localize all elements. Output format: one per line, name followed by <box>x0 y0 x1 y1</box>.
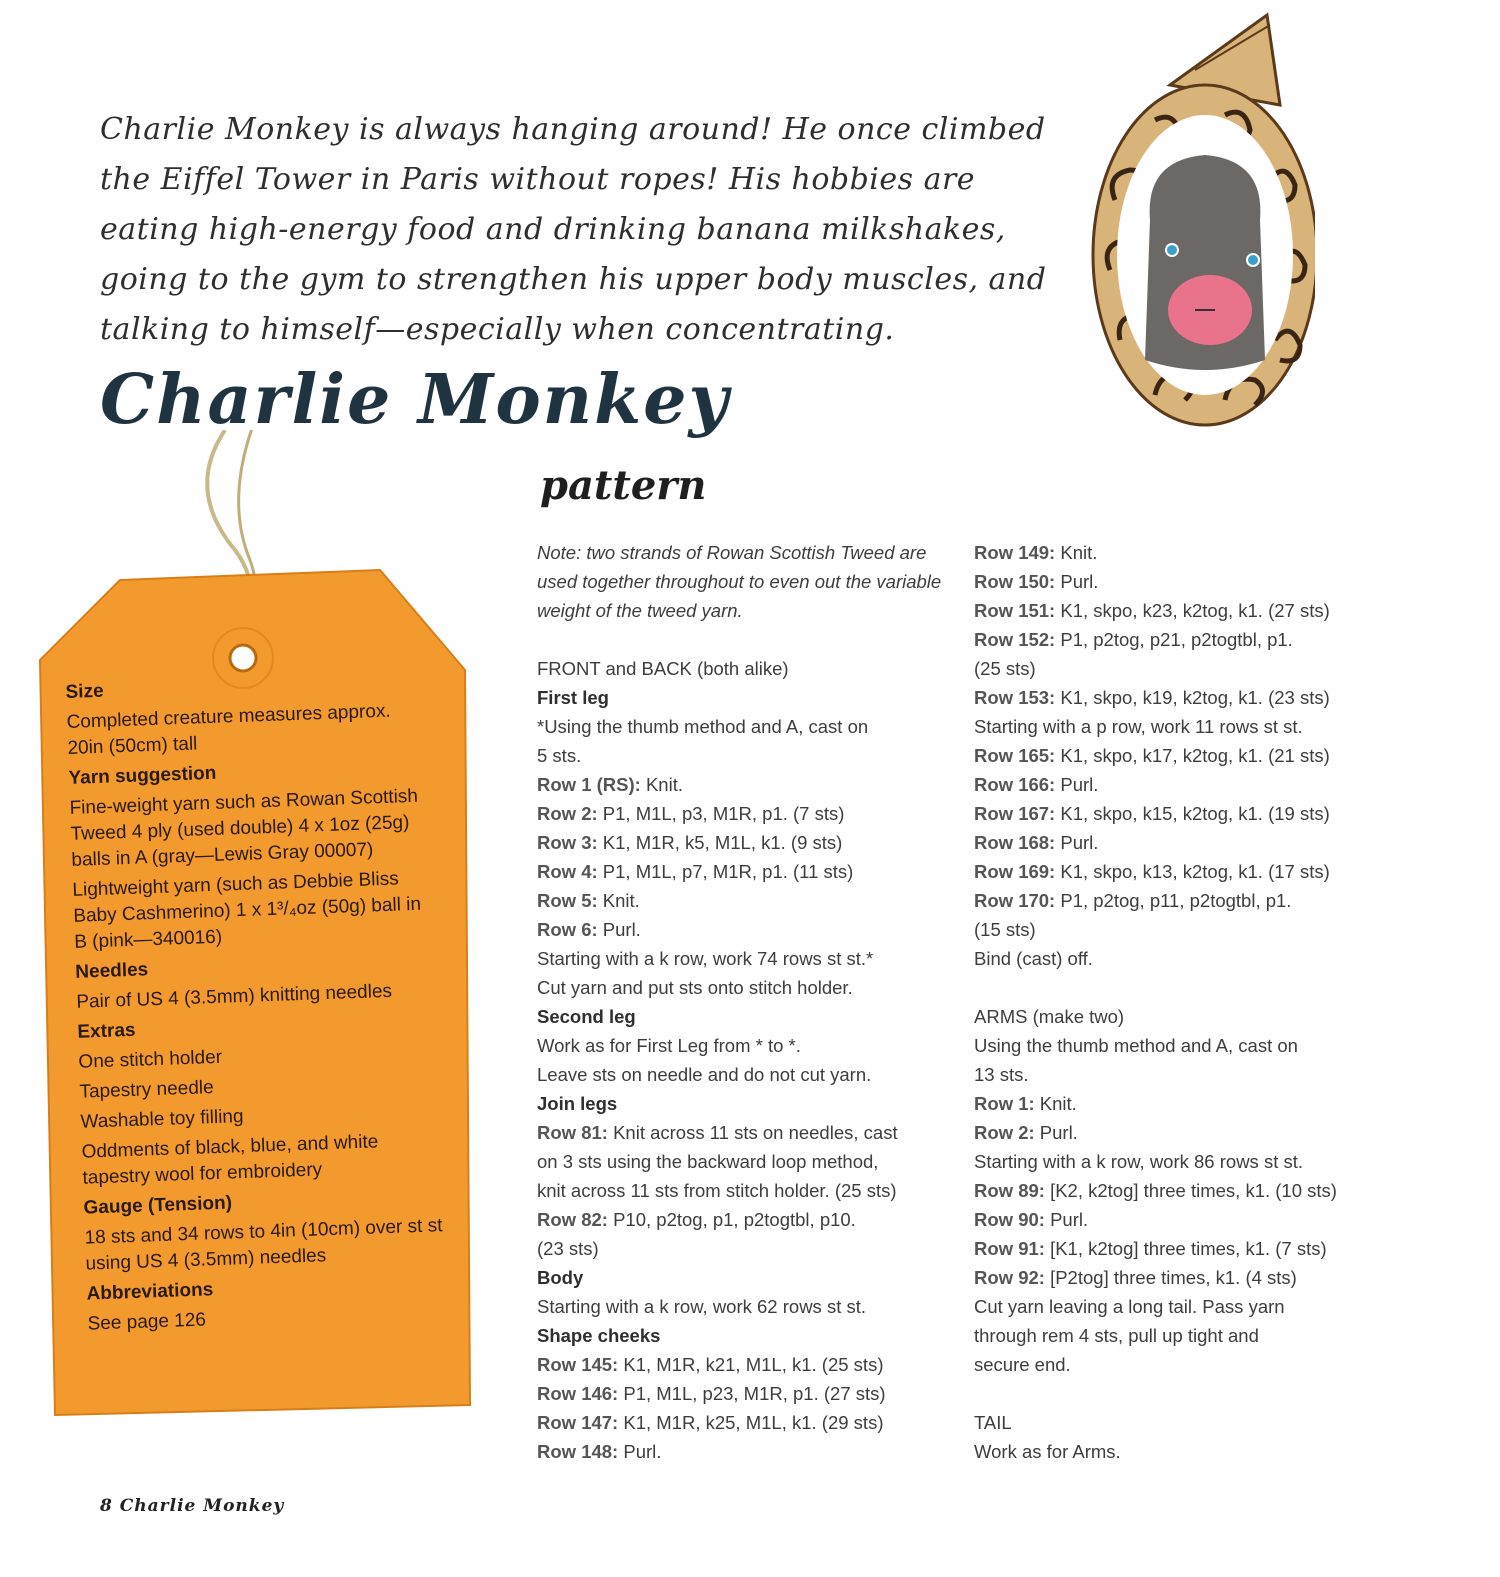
row-text: Knit across 11 sts on needles, cast <box>607 1122 898 1143</box>
pattern-row <box>974 683 1394 712</box>
row-label: Row 91: <box>974 1238 1045 1259</box>
tag-hole <box>230 645 256 671</box>
row-label: Row 1: <box>974 1093 1035 1114</box>
size-heading: Size <box>65 680 104 703</box>
row-text: K1, skpo, k17, k2tog, k1. (21 sts) <box>1055 745 1330 766</box>
text-line: Cut yarn and put sts onto stitch holder. <box>537 977 853 998</box>
text-line: Starting with a k row, work 86 rows st st. <box>974 1151 1303 1172</box>
page-subtitle: pattern <box>540 462 707 509</box>
row-text: P10, p2tog, p1, p2togtbl, p10. <box>607 1209 856 1230</box>
gauge-text: 18 sts and 34 rows to 4in (10cm) over st st using US 4 (3.5mm) needles <box>84 1215 443 1275</box>
row-text: K1, skpo, k23, k2tog, k1. (27 sts) <box>1055 600 1330 621</box>
row-label: Row 147: <box>537 1412 619 1433</box>
heading-first-leg: First leg <box>537 687 609 708</box>
row-label: Row 146: <box>537 1383 619 1404</box>
yarn-text-2: Lightweight yarn (such as Debbie Bliss Baby Cashmerino) 1 x 1³/₄oz (50g) ball in B (pink—340016) <box>72 868 422 953</box>
text-line: (23 sts) <box>537 1238 599 1259</box>
text-line: Bind (cast) off. <box>974 948 1093 969</box>
heading-shape-cheeks: Shape cheeks <box>537 1325 661 1346</box>
pattern-row <box>537 828 957 857</box>
row-label: Row 167: <box>974 803 1056 824</box>
text-line: 13 sts. <box>974 1064 1029 1085</box>
heading-second-leg: Second leg <box>537 1006 636 1027</box>
row-label: Row 2: <box>537 803 598 824</box>
pattern-column-1 <box>537 538 957 1466</box>
pattern-row <box>974 770 1394 799</box>
row-label: Row 81: <box>537 1122 608 1143</box>
pattern-row <box>974 1089 1394 1118</box>
row-text: Knit. <box>640 774 683 795</box>
extras-item: Tapestry needle <box>79 1077 214 1103</box>
text-line: Starting with a p row, work 11 rows st st. <box>974 716 1303 737</box>
row-text: K1, skpo, k13, k2tog, k1. (17 sts) <box>1055 861 1330 882</box>
pattern-row <box>974 596 1394 625</box>
row-text: Purl. <box>1055 571 1099 592</box>
text-line: secure end. <box>974 1354 1071 1375</box>
yarn-heading: Yarn suggestion <box>68 762 217 789</box>
pattern-row <box>974 567 1394 596</box>
row-label: Row 3: <box>537 832 598 853</box>
extras-heading: Extras <box>77 1019 136 1043</box>
row-label: Row 82: <box>537 1209 608 1230</box>
row-text: Knit. <box>597 890 640 911</box>
heading-join-legs: Join legs <box>537 1093 618 1114</box>
row-label: Row 2: <box>974 1122 1035 1143</box>
text-line: Work as for Arms. <box>974 1441 1121 1462</box>
text-line: through rem 4 sts, pull up tight and <box>974 1325 1259 1346</box>
pattern-column-2 <box>974 538 1394 1466</box>
text-line: *Using the thumb method and A, cast on <box>537 716 869 737</box>
text-line: on 3 sts using the backward loop method, <box>537 1151 879 1172</box>
row-label: Row 168: <box>974 832 1056 853</box>
yarn-text-1: Fine-weight yarn such as Rowan Scottish Tweed 4 ply (used double) 4 x 1oz (25g) balls in A (gray—Lewis Gray 00007) <box>69 785 419 871</box>
needles-text: Pair of US 4 (3.5mm) knitting needles <box>76 980 393 1013</box>
pattern-row <box>974 1118 1394 1147</box>
pattern-row <box>974 828 1394 857</box>
row-label: Row 145: <box>537 1354 619 1375</box>
row-text: Knit. <box>1034 1093 1077 1114</box>
row-text: P1, M1L, p7, M1R, p1. (11 sts) <box>597 861 854 882</box>
text-line: 5 sts. <box>537 745 582 766</box>
pattern-row <box>537 1408 957 1437</box>
row-label: Row 150: <box>974 571 1056 592</box>
row-text: P1, p2tog, p11, p2togtbl, p1. <box>1055 890 1292 911</box>
pattern-row <box>537 1379 957 1408</box>
size-text: Completed creature measures approx. 20in (50cm) tall <box>66 700 392 759</box>
pattern-row <box>537 915 957 944</box>
pattern-row <box>537 770 957 799</box>
pattern-row <box>974 1176 1394 1205</box>
row-text: Purl. <box>1055 774 1099 795</box>
pattern-row <box>974 1205 1394 1234</box>
row-text: Purl. <box>618 1441 662 1462</box>
footer-title: Charlie Monkey <box>119 1496 285 1516</box>
row-text: Purl. <box>1055 832 1099 853</box>
pattern-row <box>537 1118 957 1147</box>
row-text: Purl. <box>1044 1209 1089 1230</box>
row-label: Row 149: <box>974 542 1056 563</box>
row-label: Row 165: <box>974 745 1056 766</box>
row-text: Purl. <box>597 919 641 940</box>
pattern-row <box>974 625 1394 654</box>
tag-text <box>65 663 453 1337</box>
page-number: 8 <box>100 1496 113 1516</box>
gauge-heading: Gauge (Tension) <box>83 1192 233 1219</box>
row-label: Row 152: <box>974 629 1056 650</box>
row-text: K1, skpo, k19, k2tog, k1. (23 sts) <box>1055 687 1330 708</box>
row-label: Row 4: <box>537 861 598 882</box>
section-front-back: FRONT and BACK (both alike) <box>537 658 789 679</box>
note-text: Note: two strands of Rowan Scottish Tweed are used together throughout to even out the variable weight of the tweed yarn. <box>537 542 942 621</box>
row-text: P1, p2tog, p21, p2togtbl, p1. <box>1055 629 1293 650</box>
text-line: knit across 11 sts from stitch holder. (25 sts) <box>537 1180 897 1201</box>
row-label: Row 5: <box>537 890 598 911</box>
pattern-row <box>974 886 1394 915</box>
row-text: [K2, k2tog] three times, k1. (10 sts) <box>1044 1180 1337 1201</box>
pattern-row <box>974 1263 1394 1292</box>
abbreviations-text: See page 126 <box>87 1309 207 1335</box>
row-label: Row 169: <box>974 861 1056 882</box>
pattern-row <box>974 1234 1394 1263</box>
intro-paragraph: Charlie Monkey is always hanging around! He once climbed the Eiffel Tower in Paris without ropes! His hobbies are eating high-energy food and drinking banana milkshakes, going to the gym to strengthen his upper body muscles, and talking to himself—especially when concentrating. <box>100 112 1047 347</box>
left-eye <box>1166 244 1178 256</box>
section-arms: ARMS (make two) <box>974 1006 1125 1027</box>
row-label: Row 170: <box>974 890 1056 911</box>
row-label: Row 90: <box>974 1209 1045 1230</box>
pattern-row <box>974 538 1394 567</box>
row-label: Row 92: <box>974 1267 1045 1288</box>
text-line: Work as for First Leg from * to *. <box>537 1035 801 1056</box>
pattern-row <box>537 857 957 886</box>
row-label: Row 6: <box>537 919 598 940</box>
extras-item: Washable toy filling <box>80 1106 244 1133</box>
row-label: Row 166: <box>974 774 1056 795</box>
row-text: [K1, k2tog] three times, k1. (7 sts) <box>1044 1238 1327 1259</box>
needles-heading: Needles <box>74 959 149 983</box>
row-text: P1, M1L, p23, M1R, p1. (27 sts) <box>618 1383 886 1404</box>
row-text: K1, M1R, k5, M1L, k1. (9 sts) <box>597 832 843 853</box>
text-line: Using the thumb method and A, cast on <box>974 1035 1298 1056</box>
monkey-portrait <box>1075 10 1315 440</box>
pattern-row <box>537 799 957 828</box>
row-text: K1, M1R, k21, M1L, k1. (25 sts) <box>618 1354 884 1375</box>
page-footer <box>100 1496 284 1516</box>
pattern-row <box>537 1437 957 1466</box>
heading-body: Body <box>537 1267 584 1288</box>
row-text: Knit. <box>1055 542 1098 563</box>
row-label: Row 151: <box>974 600 1056 621</box>
row-text: K1, M1R, k25, M1L, k1. (29 sts) <box>618 1412 884 1433</box>
row-label: Row 1 (RS): <box>537 774 641 795</box>
text-line: Starting with a k row, work 62 rows st st. <box>537 1296 866 1317</box>
row-text: K1, skpo, k15, k2tog, k1. (19 sts) <box>1055 803 1330 824</box>
row-label: Row 89: <box>974 1180 1045 1201</box>
pattern-row <box>974 799 1394 828</box>
abbreviations-heading: Abbreviations <box>86 1279 214 1305</box>
text-line: (25 sts) <box>974 658 1036 679</box>
row-text: P1, M1L, p3, M1R, p1. (7 sts) <box>597 803 845 824</box>
text-line: Cut yarn leaving a long tail. Pass yarn <box>974 1296 1285 1317</box>
text-line: Leave sts on needle and do not cut yarn. <box>537 1064 872 1085</box>
extras-item: One stitch holder <box>78 1046 223 1073</box>
row-text: [P2tog] three times, k1. (4 sts) <box>1044 1267 1297 1288</box>
pattern-row <box>537 1205 957 1234</box>
row-label: Row 153: <box>974 687 1056 708</box>
row-label: Row 148: <box>537 1441 619 1462</box>
pattern-row <box>537 886 957 915</box>
text-line: Starting with a k row, work 74 rows st st.* <box>537 948 874 969</box>
pattern-row <box>537 1350 957 1379</box>
extras-item: Oddments of black, blue, and white tapestry wool for embroidery <box>81 1131 379 1189</box>
row-text: Purl. <box>1034 1122 1078 1143</box>
text-line: (15 sts) <box>974 919 1036 940</box>
pattern-row <box>974 857 1394 886</box>
page-title: Charlie Monkey <box>100 360 731 440</box>
pattern-row <box>974 741 1394 770</box>
section-tail: TAIL <box>974 1412 1012 1433</box>
right-eye <box>1247 254 1259 266</box>
